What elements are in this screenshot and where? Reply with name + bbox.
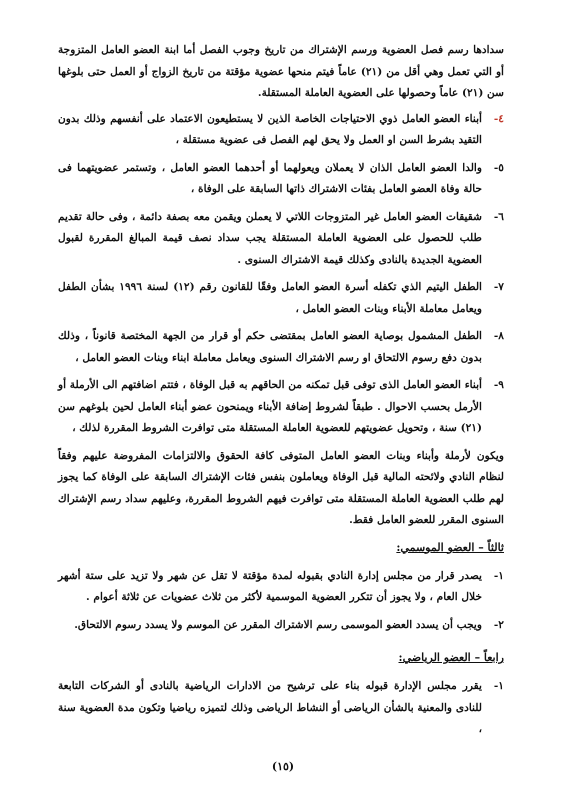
item-text: أبناء العضو العامل الذى توفى قبل تمكنه من الحاقهم به قبل الوفاة ، فتتم اضافتهم الى الأرملة أو الأرمل بحسب الاحوال . طبقاً لشروط إضافة الأبناء ويمنحون عضو أبناء العامل لحين بلوغهم سن (٢١) سنة ، وتحويل عضويتهم للعضوية العاملة المستقلة متى توافرت الشروط المقررة لذلك ، — [58, 379, 482, 434]
item-text: شقيقات العضو العامل غير المتزوجات اللاتي لا يعملن ويقمن معه بصفة دائمة ، وفى حالة تقديم طلب للحصول على العضوية العاملة المستقلة يجب سداد نصف قيمة المبالغ المقررة لقبول العضوية الجديدة بالنادى وكذلك قيمة الاشتراك السنوى . — [58, 210, 482, 266]
list-item — [58, 158, 504, 201]
item-number: ١- — [493, 680, 504, 692]
list-item — [58, 615, 504, 637]
item-text: يقرر مجلس الإدارة قبوله بناء على ترشيح من الادارات الرياضية بالنادى أو الشركات التابعة للنادى والمعنية بالشأن الرياضى أو النشاط الرياضى وذلك لتميزه رياضيا وتكون مدة العضوية سنة ، — [58, 680, 482, 735]
intro-paragraph: سدادها رسم فصل العضوية ورسم الإشتراك من تاريخ وجوب الفصل أما ابنة العضو العامل المتزوجة أو التي تعمل وهي أقل من (٢١) عاماً فيتم منحها عضوية مؤقتة من تاريخ الزواج أو العمل حتى بلوغها سن (٢١) عاماً وحصولها على العضوية العاملة المستقلة. — [58, 44, 504, 99]
item-number: ٢- — [493, 618, 504, 631]
closing-paragraph: ويكون لأرملة وأبناء وبنات العضو العامل المتوفى كافة الحقوق والالتزامات المفروضة عليهم وفقاً لنظام النادي ولائحته المالية قبل الوفاة ويعاملون بنفس فئات الإشتراك السابقة على الوفاة كما يجوز لهم طلب العضوية العاملة المستقلة متى توافرت فيهم الشروط المقررة، وعليهم سداد رسم الإشتراك السنوى المقرر للعضو العامل فقط. — [58, 449, 504, 526]
item-number: ٨- — [493, 330, 504, 342]
list-item — [58, 375, 504, 440]
item-text: الطفل اليتيم الذي تكفله أسرة العضو العامل وفقًا للقانون رقم (١٢) لسنة ١٩٩٦ بشأن الطفل ويعامل معاملة الأبناء وبنات العضو العامل ، — [58, 281, 482, 315]
page-number: (١٥) — [271, 760, 295, 773]
list-item — [58, 277, 504, 320]
item-number: ٤- — [493, 112, 504, 125]
item-number: ٩- — [493, 379, 504, 391]
section-heading-sports: رابعاً – العضو الرياضي: — [398, 651, 504, 664]
item-number: ٧- — [493, 281, 504, 293]
item-text: الطفل المشمول بوصاية العضو العامل بمقتضى حكم أو قرار من الجهة المختصة قانوناً ، وذلك بدون دفع رسوم الالتحاق او رسم الاشتراك السنوى ويعامل معاملة ابناء وبنات العضو العامل ، — [58, 330, 482, 364]
item-text: والدا العضو العامل الذان لا يعملان ويعولهما أو أحدهما العضو العامل ، وتستمر عضويتهما فى حالة وفاة العضو العامل بفئات الاشتراك ذاتها السابقة على الوفاة ، — [58, 161, 482, 195]
list-item — [58, 676, 504, 741]
list-item — [58, 109, 504, 152]
list-item — [58, 326, 504, 369]
list-item — [58, 207, 504, 272]
list-item — [58, 566, 504, 609]
item-number: ٥- — [493, 161, 504, 174]
item-text: أبناء العضو العامل ذوي الاحتياجات الخاصة الذين لا يستطيعون الاعتماد على أنفسهم وذلك بدون التقيد بشرط السن او العمل ولا يحق لهم الفصل فى عضوية مستقلة ، — [58, 112, 482, 146]
item-text: ويجب أن يسدد العضو الموسمى رسم الاشتراك المقرر عن الموسم ولا يسدد رسوم الالتحاق. — [74, 618, 482, 631]
section-heading-seasonal: ثالثاً – العضو الموسمي: — [396, 540, 504, 554]
item-number: ٦- — [493, 210, 504, 223]
item-number: ١- — [493, 569, 504, 582]
item-text: يصدر قرار من مجلس إدارة النادي بقبوله لمدة مؤقتة لا تقل عن شهر ولا تزيد على ستة أشهر خلال العام ، ولا يجوز أن تتكرر العضوية الموسمية لأكثر من ثلاث عضويات عن ثلاثة أعوام . — [58, 569, 482, 603]
